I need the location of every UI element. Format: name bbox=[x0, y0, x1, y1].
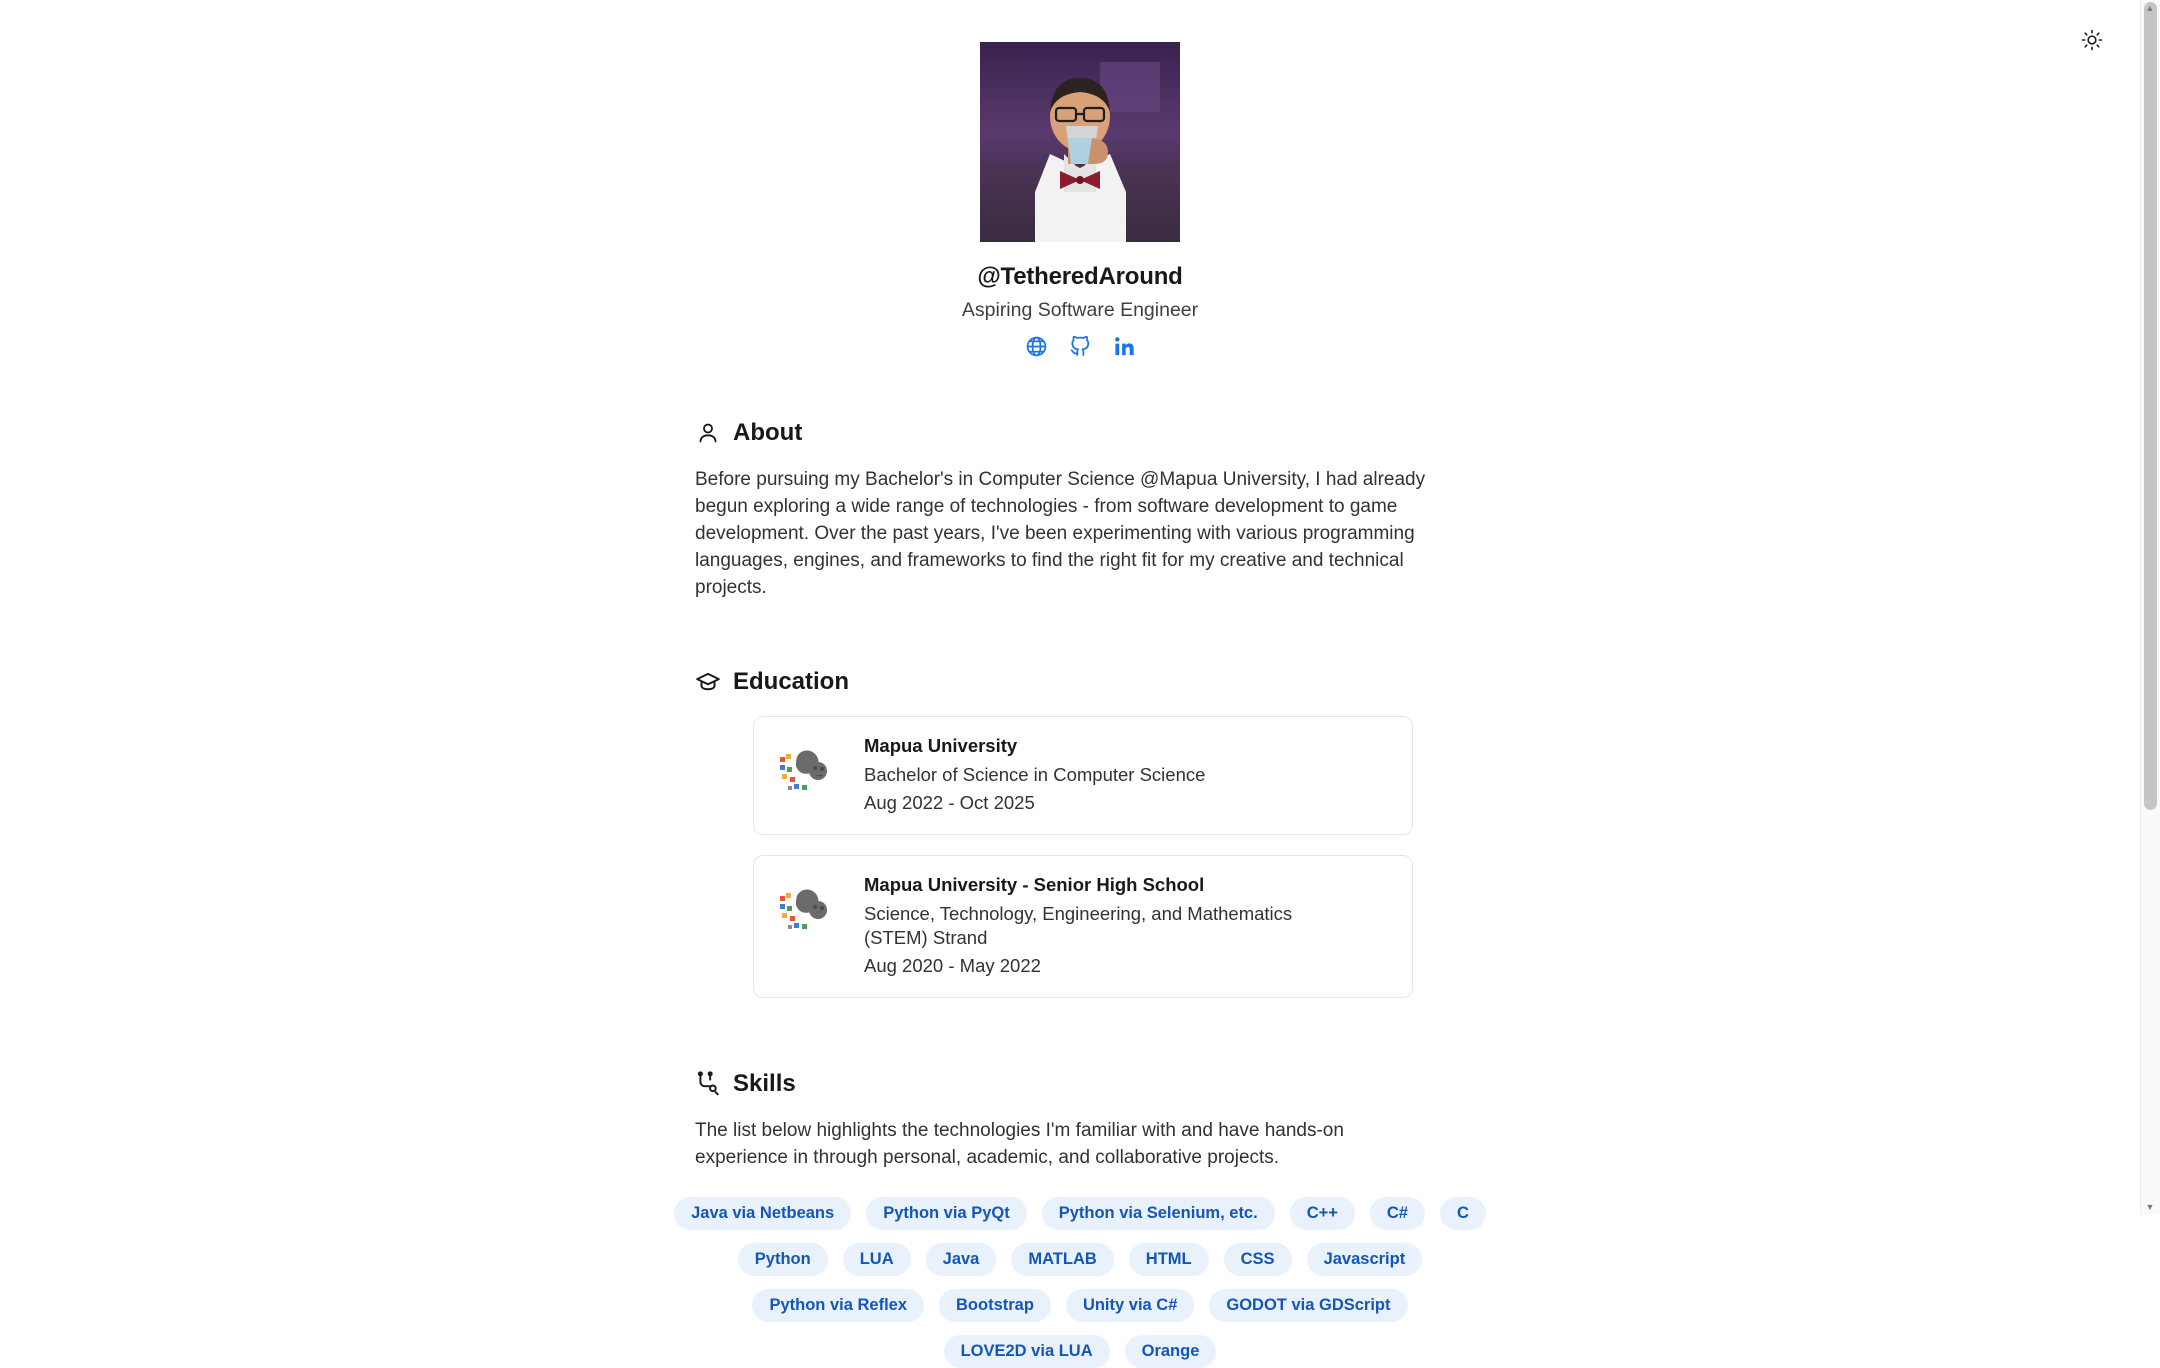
education-degree: Science, Technology, Engineering, and Mathematics (STEM) Strand bbox=[864, 902, 1293, 948]
skill-chip[interactable]: Python bbox=[738, 1243, 828, 1276]
skill-chip[interactable]: GODOT via GDScript bbox=[1209, 1289, 1407, 1322]
theme-toggle-button[interactable] bbox=[2072, 22, 2112, 62]
page-scrollbar[interactable] bbox=[2140, 0, 2160, 1215]
skill-chip[interactable]: CSS bbox=[1224, 1243, 1292, 1276]
section-about bbox=[695, 419, 1465, 621]
education-body bbox=[864, 735, 1205, 814]
main-column bbox=[691, 419, 1469, 1368]
skills-description: The list below highlights the technologies I'm familiar with and have hands-on experience in through personal, academic, and collaborative projects. bbox=[695, 1119, 1344, 1168]
skills-chip-list bbox=[670, 1197, 1490, 1368]
education-dates: Aug 2020 - May 2022 bbox=[864, 954, 1041, 976]
skill-chip[interactable]: LOVE2D via LUA bbox=[944, 1335, 1110, 1368]
social-link-website[interactable] bbox=[1025, 335, 1048, 363]
github-icon bbox=[1069, 335, 1092, 363]
skill-chip[interactable]: MATLAB bbox=[1011, 1243, 1113, 1276]
skill-chip[interactable]: C bbox=[1440, 1197, 1486, 1230]
education-school: Mapua University - Senior High School bbox=[864, 873, 1205, 895]
skill-chip[interactable]: Python via Selenium, etc. bbox=[1042, 1197, 1275, 1230]
globe-icon bbox=[1025, 335, 1048, 363]
avatar bbox=[980, 42, 1180, 242]
skills-icon bbox=[695, 1071, 721, 1097]
scrollbar-down-arrow[interactable]: ▼ bbox=[2145, 1202, 2155, 1212]
skill-chip[interactable]: Bootstrap bbox=[939, 1289, 1051, 1322]
linkedin-icon bbox=[1113, 335, 1136, 363]
education-body bbox=[864, 874, 1334, 977]
skill-chip[interactable]: Orange bbox=[1125, 1335, 1217, 1368]
graduation-cap-icon bbox=[695, 669, 721, 695]
skills-header bbox=[695, 1070, 1465, 1098]
social-link-github[interactable] bbox=[1069, 335, 1092, 363]
mapua-university-logo bbox=[776, 880, 842, 934]
sun-icon bbox=[2081, 29, 2103, 56]
social-links bbox=[1025, 335, 1136, 363]
skill-chip[interactable]: Javascript bbox=[1307, 1243, 1423, 1276]
skill-chip[interactable]: Python via Reflex bbox=[752, 1289, 924, 1322]
education-title: Education bbox=[733, 667, 850, 695]
section-education bbox=[695, 668, 1465, 1018]
education-card bbox=[753, 716, 1413, 835]
education-header bbox=[695, 668, 1465, 696]
skill-chip[interactable]: Java bbox=[926, 1243, 997, 1276]
about-title: About bbox=[733, 419, 803, 446]
skill-chip[interactable]: Java via Netbeans bbox=[674, 1197, 851, 1230]
skill-chip[interactable]: C# bbox=[1370, 1197, 1425, 1230]
skills-title: Skills bbox=[733, 1069, 796, 1097]
education-dates: Aug 2022 - Oct 2025 bbox=[864, 791, 1035, 813]
profile-tagline: Aspiring Software Engineer bbox=[961, 299, 1199, 321]
skill-chip[interactable]: Python via PyQt bbox=[866, 1197, 1027, 1230]
skill-chip[interactable]: LUA bbox=[843, 1243, 911, 1276]
education-school: Mapua University bbox=[864, 734, 1018, 756]
skill-chip[interactable]: Unity via C# bbox=[1066, 1289, 1194, 1322]
education-degree: Bachelor of Science in Computer Science bbox=[864, 763, 1206, 785]
scrollbar-up-arrow[interactable]: ▲ bbox=[2145, 3, 2155, 13]
social-link-linkedin[interactable] bbox=[1113, 335, 1136, 363]
skill-chip[interactable]: C++ bbox=[1290, 1197, 1355, 1230]
mapua-university-logo bbox=[776, 741, 842, 795]
section-skills bbox=[691, 1069, 1469, 1368]
skill-chip[interactable]: HTML bbox=[1129, 1243, 1209, 1276]
scrollbar-thumb[interactable] bbox=[2144, 2, 2157, 810]
person-icon bbox=[695, 420, 721, 446]
education-card bbox=[753, 855, 1413, 998]
about-text: Before pursuing my Bachelor's in Computer Science @Mapua University, I had already begun exploring a wide range of technologies - from software development to game development. Over the past years, I've been experimenting with various programming languages, engines, and frameworks to find the right fit for my creative and technical projects. bbox=[695, 469, 1426, 598]
about-header bbox=[695, 419, 1465, 447]
profile-handle: @TetheredAround bbox=[977, 263, 1183, 290]
